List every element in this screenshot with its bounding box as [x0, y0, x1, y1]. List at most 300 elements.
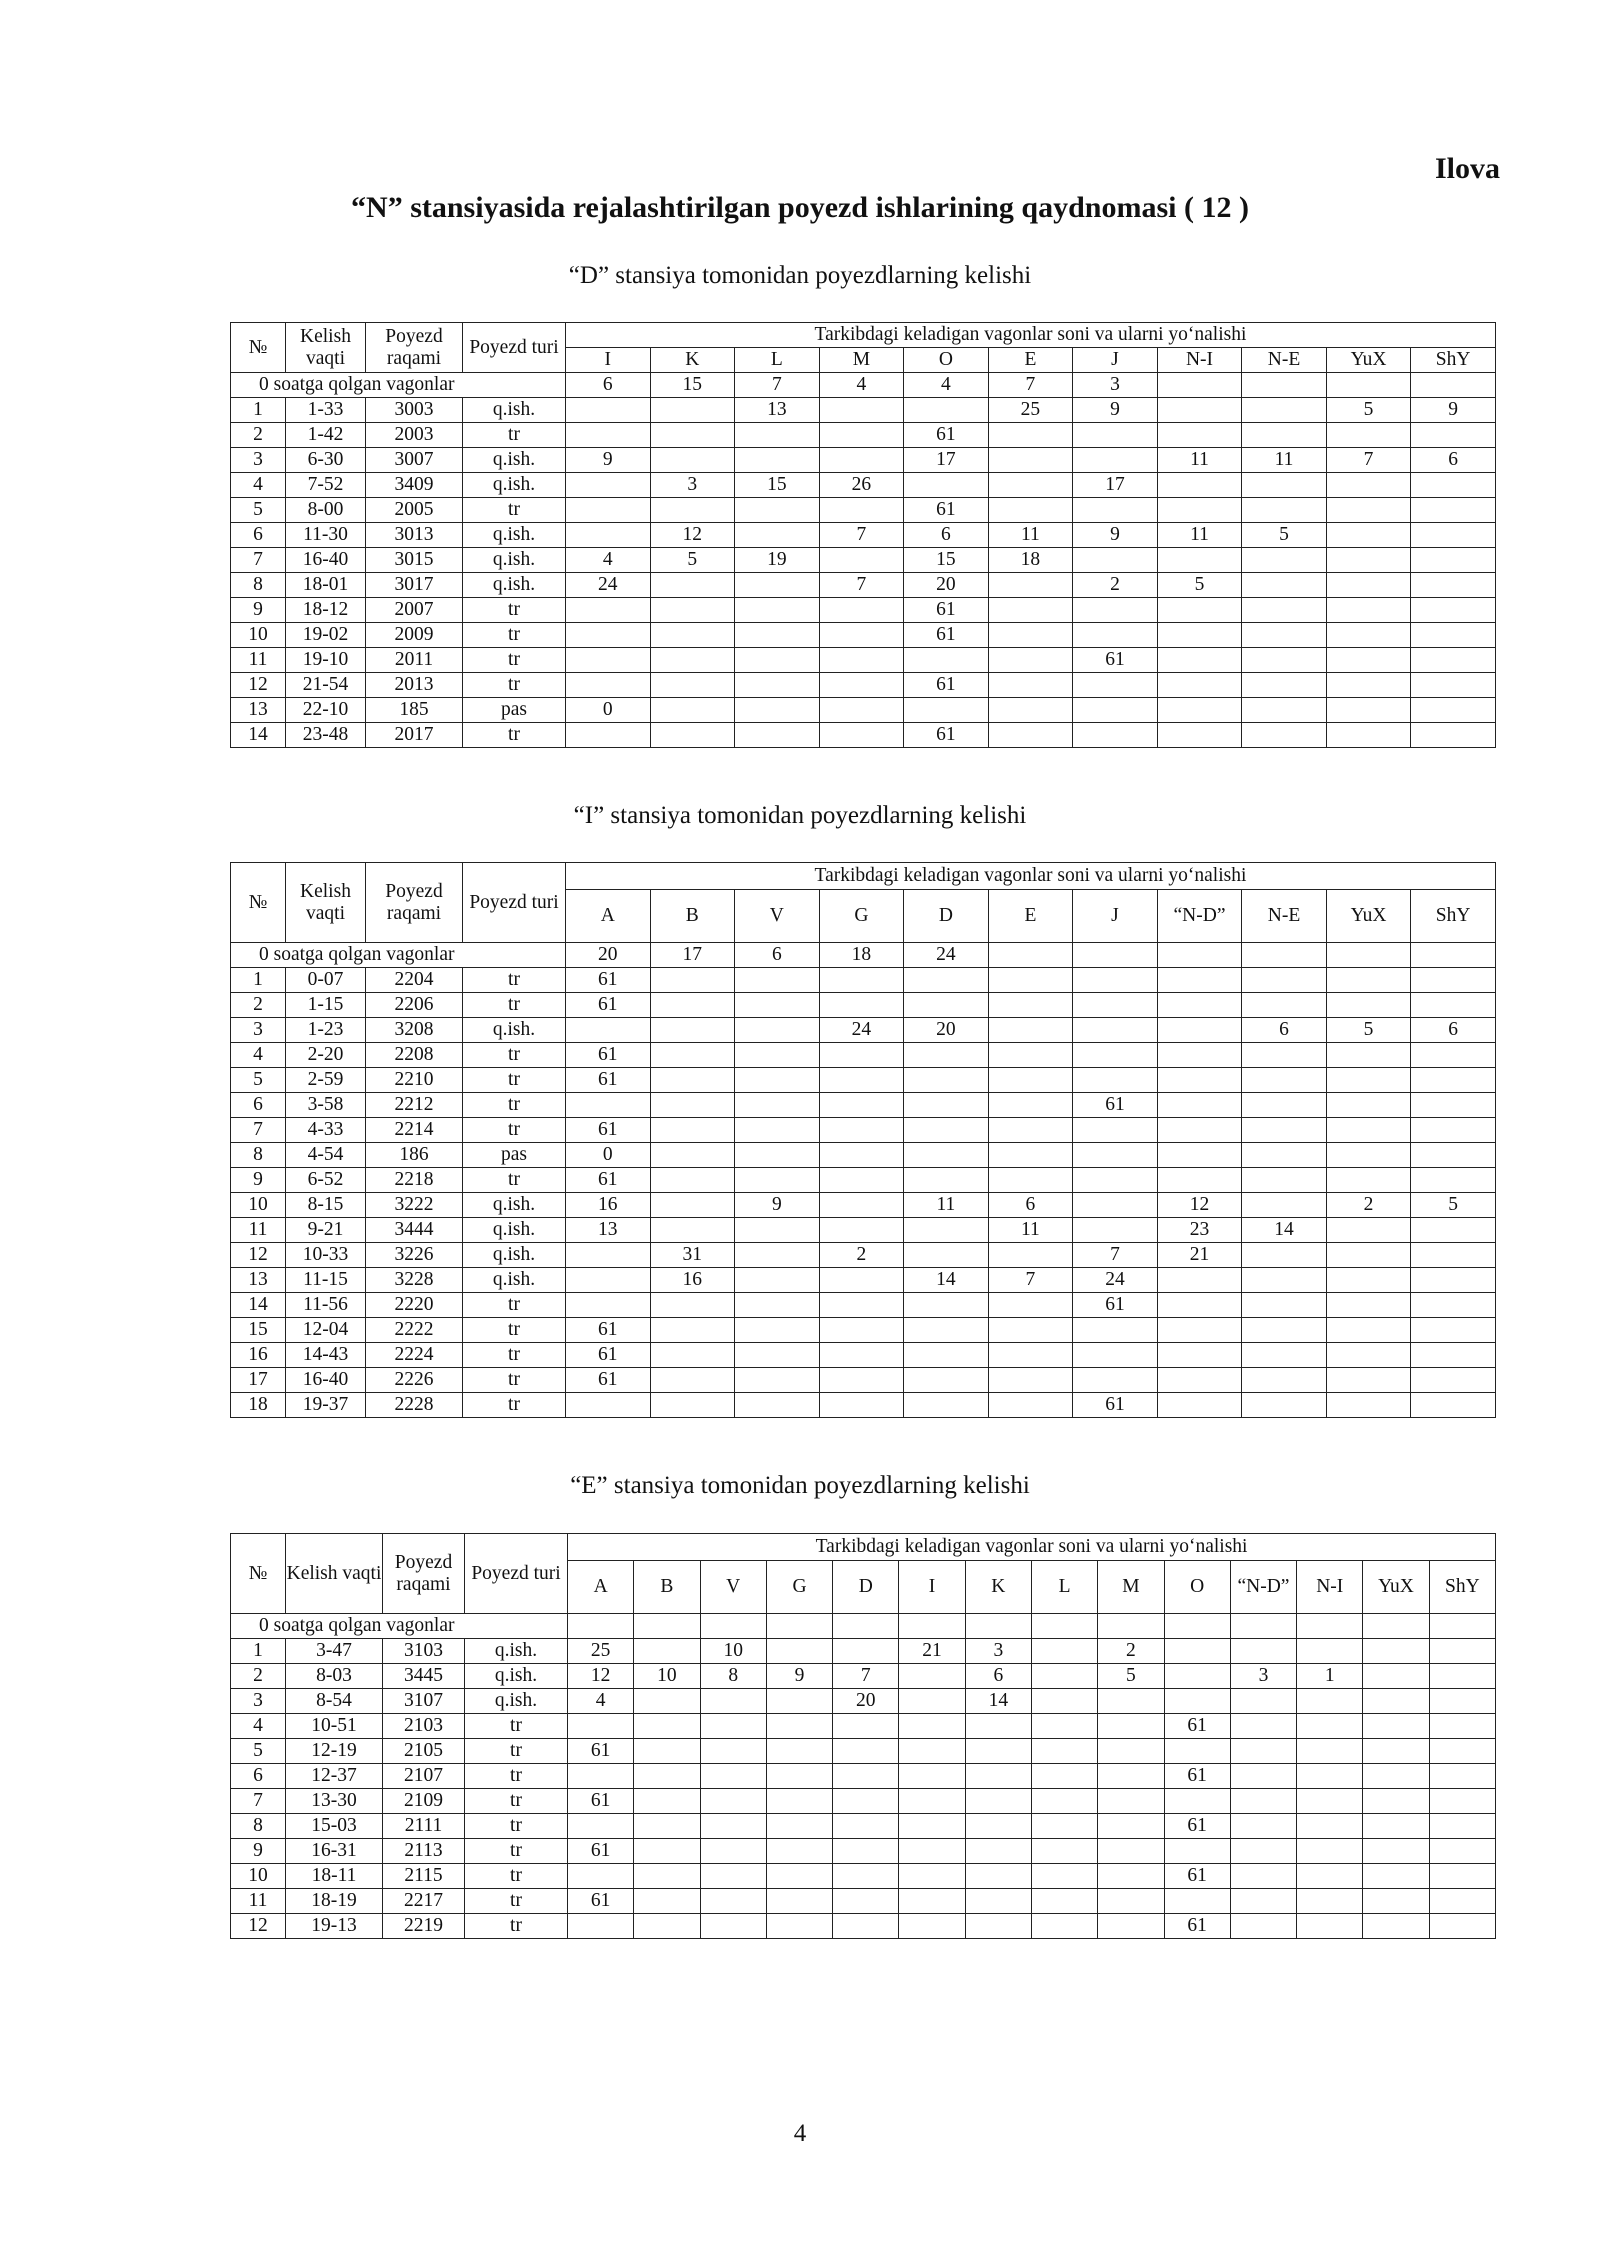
- table-cell: [988, 1168, 1073, 1193]
- table-cell: [1073, 1318, 1158, 1343]
- table-cell: 61: [566, 968, 651, 993]
- table-row: [231, 448, 1496, 473]
- table-row: [231, 1343, 1496, 1368]
- table-cell: 2226: [366, 1368, 463, 1393]
- table-cell: tr: [463, 598, 566, 623]
- table-cell: [904, 1393, 989, 1418]
- table-cell: [904, 1318, 989, 1343]
- table-cell: [1098, 1764, 1164, 1789]
- table-cell: [735, 523, 820, 548]
- table-cell: [650, 723, 735, 748]
- table-cell: q.ish.: [463, 473, 566, 498]
- carryover-cell: [766, 1614, 832, 1639]
- table-cell: [650, 1118, 735, 1143]
- table-cell: [1242, 423, 1327, 448]
- table-cell: 7: [231, 1789, 286, 1814]
- table-cell: [1073, 448, 1158, 473]
- table-cell: 6: [1242, 1018, 1327, 1043]
- table-cell: 4: [568, 1689, 634, 1714]
- header-wagon-directions: Tarkibdagi keladigan vagonlar soni va ularni yo‘nalishi: [566, 323, 1496, 348]
- table-cell: 12: [650, 523, 735, 548]
- table-cell: 5: [1098, 1664, 1164, 1689]
- table-cell: [1073, 1043, 1158, 1068]
- table-cell: [1326, 1293, 1411, 1318]
- table-cell: [988, 1368, 1073, 1393]
- table-cell: [988, 968, 1073, 993]
- table-cell: [965, 1814, 1031, 1839]
- table-cell: tr: [465, 1714, 568, 1739]
- table-cell: [1326, 1243, 1411, 1268]
- table-cell: 11: [1242, 448, 1327, 473]
- table-cell: [1073, 723, 1158, 748]
- table-cell: [819, 1118, 904, 1143]
- table-cell: 6-52: [286, 1168, 366, 1193]
- table-cell: [1073, 673, 1158, 698]
- table-cell: 1-15: [286, 993, 366, 1018]
- table-row: [231, 398, 1496, 423]
- table-cell: [1242, 623, 1327, 648]
- header-train-number: Poyezd raqami: [366, 323, 463, 373]
- table-cell: [1411, 1393, 1496, 1418]
- table-cell: [700, 1714, 766, 1739]
- table-cell: [650, 498, 735, 523]
- table-cell: [1411, 673, 1496, 698]
- table-cell: [735, 1343, 820, 1368]
- column-header: V: [700, 1561, 766, 1614]
- table-cell: 2: [1098, 1639, 1164, 1664]
- page-number: 4: [793, 2120, 807, 2147]
- table-cell: [899, 1889, 965, 1914]
- table-cell: [819, 1218, 904, 1243]
- table-cell: [650, 1293, 735, 1318]
- table-cell: [766, 1714, 832, 1739]
- table-cell: 25: [568, 1639, 634, 1664]
- table-cell: [819, 1368, 904, 1393]
- table-cell: 61: [566, 1318, 651, 1343]
- header-number-sign: №: [231, 323, 286, 373]
- table-cell: [1363, 1739, 1429, 1764]
- table-cell: 3-58: [286, 1093, 366, 1118]
- table-cell: [1230, 1789, 1296, 1814]
- table-cell: [735, 1118, 820, 1143]
- table-cell: 11: [231, 648, 286, 673]
- table-cell: [735, 1143, 820, 1168]
- table-cell: q.ish.: [463, 1193, 566, 1218]
- table-cell: 2007: [366, 598, 463, 623]
- table-cell: [833, 1889, 899, 1914]
- table-cell: [566, 623, 651, 648]
- table-cell: 3013: [366, 523, 463, 548]
- carryover-cell: [1242, 943, 1327, 968]
- table-cell: tr: [465, 1889, 568, 1914]
- table-cell: 2217: [383, 1889, 465, 1914]
- table-cell: [1242, 548, 1327, 573]
- table-cell: [1363, 1789, 1429, 1814]
- table-cell: 61: [1164, 1864, 1230, 1889]
- table-cell: 2005: [366, 498, 463, 523]
- table-cell: 11: [231, 1889, 286, 1914]
- table-cell: [735, 1243, 820, 1268]
- table-cell: 3: [231, 448, 286, 473]
- table-cell: [650, 648, 735, 673]
- column-header: YuX: [1363, 1561, 1429, 1614]
- table-cell: [1411, 573, 1496, 598]
- table-cell: 3: [650, 473, 735, 498]
- table-cell: [700, 1914, 766, 1939]
- table-cell: [988, 1243, 1073, 1268]
- table-row: [231, 473, 1496, 498]
- table-cell: 7: [231, 548, 286, 573]
- table-cell: 20: [904, 573, 989, 598]
- table-cell: 18-01: [286, 573, 366, 598]
- table-cell: [735, 648, 820, 673]
- table-cell: [1157, 723, 1242, 748]
- carryover-cell: 7: [988, 373, 1073, 398]
- table-cell: [819, 1268, 904, 1293]
- table-cell: [1326, 1393, 1411, 1418]
- table-cell: [735, 1268, 820, 1293]
- table-cell: q.ish.: [463, 573, 566, 598]
- carryover-cell: [988, 943, 1073, 968]
- table-cell: 14: [231, 1293, 286, 1318]
- table-cell: [965, 1864, 1031, 1889]
- table-cell: [819, 423, 904, 448]
- table-cell: [650, 1218, 735, 1243]
- table-cell: [735, 1293, 820, 1318]
- table-cell: 2222: [366, 1318, 463, 1343]
- table-cell: [1157, 498, 1242, 523]
- table-cell: 7: [231, 1118, 286, 1143]
- table-cell: [904, 993, 989, 1018]
- table-cell: 7: [1073, 1243, 1158, 1268]
- table-cell: [1098, 1739, 1164, 1764]
- table-cell: [904, 1143, 989, 1168]
- table-cell: [650, 598, 735, 623]
- table-cell: 15-03: [286, 1814, 383, 1839]
- table-cell: 19-10: [286, 648, 366, 673]
- table-cell: [819, 1193, 904, 1218]
- table-cell: [1297, 1864, 1363, 1889]
- table-cell: 61: [904, 598, 989, 623]
- table-cell: 2105: [383, 1739, 465, 1764]
- table-cell: [1363, 1864, 1429, 1889]
- column-header: E: [988, 348, 1073, 373]
- table-cell: [766, 1689, 832, 1714]
- table-cell: [634, 1764, 700, 1789]
- table-cell: [1429, 1864, 1495, 1889]
- column-header: E: [988, 890, 1073, 943]
- table-cell: 6: [1411, 448, 1496, 473]
- carryover-cell: [1157, 943, 1242, 968]
- table-row: [231, 1889, 1496, 1914]
- table-cell: 10: [231, 623, 286, 648]
- table-cell: [1157, 1168, 1242, 1193]
- table-cell: 61: [566, 1118, 651, 1143]
- table-row: [231, 1914, 1496, 1939]
- table-cell: tr: [463, 1368, 566, 1393]
- table-cell: tr: [463, 723, 566, 748]
- table-cell: [1073, 1193, 1158, 1218]
- table-cell: [899, 1689, 965, 1714]
- table-cell: [1031, 1814, 1097, 1839]
- table-cell: [1326, 1043, 1411, 1068]
- table-cell: tr: [463, 968, 566, 993]
- table-cell: [819, 548, 904, 573]
- table-cell: [1073, 623, 1158, 648]
- table-cell: 9: [766, 1664, 832, 1689]
- table-cell: 2: [1073, 573, 1158, 598]
- table-cell: [1164, 1789, 1230, 1814]
- table-cell: [1363, 1639, 1429, 1664]
- table-cell: 9: [231, 1839, 286, 1864]
- table-cell: 3: [1230, 1664, 1296, 1689]
- table-cell: [1429, 1689, 1495, 1714]
- table-row: [231, 1864, 1496, 1889]
- table-cell: [988, 1343, 1073, 1368]
- table-cell: [1429, 1739, 1495, 1764]
- table-cell: [1164, 1889, 1230, 1914]
- table-cell: [1242, 498, 1327, 523]
- table-cell: 8: [231, 1814, 286, 1839]
- table-cell: 61: [1073, 1093, 1158, 1118]
- table-cell: [1157, 1393, 1242, 1418]
- table-cell: 12: [231, 1243, 286, 1268]
- table-cell: 61: [904, 423, 989, 448]
- carryover-cell: [1031, 1614, 1097, 1639]
- table-cell: [1157, 473, 1242, 498]
- table-cell: [899, 1664, 965, 1689]
- table-cell: [1411, 1168, 1496, 1193]
- table-cell: [1411, 1068, 1496, 1093]
- table-cell: [1230, 1839, 1296, 1864]
- table-cell: [1411, 598, 1496, 623]
- table-cell: 11: [988, 1218, 1073, 1243]
- table-cell: [904, 473, 989, 498]
- table-cell: [1297, 1764, 1363, 1789]
- table-cell: [700, 1889, 766, 1914]
- table-cell: [1157, 1093, 1242, 1118]
- table-cell: [819, 1043, 904, 1068]
- table-cell: 10-51: [286, 1714, 383, 1739]
- table-cell: [1363, 1889, 1429, 1914]
- table-cell: tr: [465, 1839, 568, 1864]
- table-cell: [965, 1789, 1031, 1814]
- table-cell: [566, 1093, 651, 1118]
- column-header: K: [965, 1561, 1031, 1614]
- header-number-sign: №: [231, 863, 286, 943]
- table-cell: [1157, 968, 1242, 993]
- carryover-cell: [899, 1614, 965, 1639]
- table-row: [231, 573, 1496, 598]
- table-cell: 9: [1073, 398, 1158, 423]
- header-train-number: Poyezd raqami: [366, 863, 463, 943]
- table-cell: q.ish.: [463, 523, 566, 548]
- arrivals-table-d: [230, 322, 1496, 748]
- table-cell: [1326, 548, 1411, 573]
- table-cell: [899, 1814, 965, 1839]
- table-cell: q.ish.: [465, 1639, 568, 1664]
- table-cell: tr: [463, 1043, 566, 1068]
- table-cell: [735, 1018, 820, 1043]
- table-cell: tr: [465, 1914, 568, 1939]
- table-cell: [819, 598, 904, 623]
- table-cell: [819, 1143, 904, 1168]
- table-cell: tr: [463, 673, 566, 698]
- table-cell: 18-12: [286, 598, 366, 623]
- table-cell: [650, 1193, 735, 1218]
- table-cell: 2219: [383, 1914, 465, 1939]
- table-cell: 2-20: [286, 1043, 366, 1068]
- table-cell: [819, 623, 904, 648]
- table-cell: 2: [1326, 1193, 1411, 1218]
- table-cell: [1098, 1714, 1164, 1739]
- table-cell: [1242, 598, 1327, 623]
- table-cell: [650, 993, 735, 1018]
- column-header: A: [568, 1561, 634, 1614]
- table-cell: tr: [463, 1118, 566, 1143]
- table-cell: [988, 698, 1073, 723]
- table-cell: [650, 1393, 735, 1418]
- table-cell: [1326, 573, 1411, 598]
- table-cell: [568, 1714, 634, 1739]
- table-cell: [988, 1018, 1073, 1043]
- table-cell: [904, 1118, 989, 1143]
- table-cell: [766, 1789, 832, 1814]
- table-row: [231, 648, 1496, 673]
- table-cell: 0-07: [286, 968, 366, 993]
- table-cell: [1230, 1639, 1296, 1664]
- table-cell: 13: [735, 398, 820, 423]
- table-row: [231, 1068, 1496, 1093]
- table-cell: 61: [566, 1368, 651, 1393]
- table-cell: tr: [463, 1068, 566, 1093]
- table-row: [231, 1689, 1496, 1714]
- table-cell: [1230, 1764, 1296, 1789]
- table-cell: q.ish.: [463, 448, 566, 473]
- table-cell: 16: [231, 1343, 286, 1368]
- table-cell: [819, 968, 904, 993]
- table-cell: [735, 1168, 820, 1193]
- table-cell: [634, 1714, 700, 1739]
- table-cell: 3003: [366, 398, 463, 423]
- table-cell: [1073, 1368, 1158, 1393]
- table-cell: 61: [568, 1789, 634, 1814]
- table-cell: 2115: [383, 1864, 465, 1889]
- carryover-cell: [1326, 373, 1411, 398]
- table-cell: [700, 1839, 766, 1864]
- table-cell: 1: [231, 968, 286, 993]
- table-cell: [988, 993, 1073, 1018]
- table-cell: 0: [566, 698, 651, 723]
- table-cell: 61: [1164, 1764, 1230, 1789]
- table-cell: [1411, 1218, 1496, 1243]
- table-cell: [634, 1889, 700, 1914]
- table-cell: [899, 1839, 965, 1864]
- table-cell: 14-43: [286, 1343, 366, 1368]
- table-cell: 61: [566, 1068, 651, 1093]
- table-cell: 1: [1297, 1664, 1363, 1689]
- table-cell: [700, 1689, 766, 1714]
- table-cell: [1242, 573, 1327, 598]
- table-cell: 3-47: [286, 1639, 383, 1664]
- column-header: D: [904, 890, 989, 943]
- table-cell: 3444: [366, 1218, 463, 1243]
- table-cell: [1031, 1914, 1097, 1939]
- table-cell: 31: [650, 1243, 735, 1268]
- table-cell: tr: [465, 1739, 568, 1764]
- table-cell: [700, 1814, 766, 1839]
- table-row: [231, 968, 1496, 993]
- table-cell: [904, 968, 989, 993]
- table-cell: [1230, 1714, 1296, 1739]
- table-i-subtitle: “I” stansiya tomonidan poyezdlarning kelishi: [573, 802, 1027, 829]
- table-cell: [833, 1914, 899, 1939]
- table-cell: [1297, 1714, 1363, 1739]
- table-cell: [819, 1343, 904, 1368]
- carryover-cell: [1429, 1614, 1495, 1639]
- table-cell: [1073, 1218, 1158, 1243]
- table-row: [231, 1318, 1496, 1343]
- table-cell: 3017: [366, 573, 463, 598]
- column-header: I: [566, 348, 651, 373]
- table-cell: 61: [568, 1889, 634, 1914]
- table-cell: [1326, 498, 1411, 523]
- table-cell: [904, 1218, 989, 1243]
- table-cell: 9: [231, 598, 286, 623]
- table-cell: [988, 1093, 1073, 1118]
- table-cell: 9-21: [286, 1218, 366, 1243]
- table-cell: 8-54: [286, 1689, 383, 1714]
- table-cell: 19-13: [286, 1914, 383, 1939]
- table-cell: [566, 398, 651, 423]
- table-cell: 22-10: [286, 698, 366, 723]
- table-cell: q.ish.: [463, 398, 566, 423]
- table-cell: 3107: [383, 1689, 465, 1714]
- carryover-cell: [833, 1614, 899, 1639]
- table-cell: [1326, 698, 1411, 723]
- table-cell: [819, 1168, 904, 1193]
- table-cell: [1098, 1814, 1164, 1839]
- table-cell: tr: [463, 498, 566, 523]
- table-cell: 2224: [366, 1343, 463, 1368]
- carryover-row: [231, 373, 1496, 398]
- table-cell: [1411, 1243, 1496, 1268]
- header-train-number: Poyezd raqami: [383, 1534, 465, 1614]
- appendix-label: Ilova: [1434, 152, 1500, 185]
- table-cell: 61: [566, 993, 651, 1018]
- table-cell: [833, 1739, 899, 1764]
- table-cell: 16-40: [286, 548, 366, 573]
- table-cell: [1326, 723, 1411, 748]
- table-row: [231, 623, 1496, 648]
- table-cell: [988, 673, 1073, 698]
- table-cell: 10: [700, 1639, 766, 1664]
- table-cell: 20: [904, 1018, 989, 1043]
- table-cell: 18: [231, 1393, 286, 1418]
- table-cell: [650, 673, 735, 698]
- table-cell: [988, 623, 1073, 648]
- table-cell: [766, 1739, 832, 1764]
- table-row: [231, 698, 1496, 723]
- table-cell: [1157, 993, 1242, 1018]
- table-cell: tr: [463, 1393, 566, 1418]
- table-cell: [1297, 1739, 1363, 1764]
- table-row: [231, 993, 1496, 1018]
- table-cell: [1297, 1839, 1363, 1864]
- table-cell: [766, 1839, 832, 1864]
- table-cell: [1073, 698, 1158, 723]
- table-cell: [1411, 1118, 1496, 1143]
